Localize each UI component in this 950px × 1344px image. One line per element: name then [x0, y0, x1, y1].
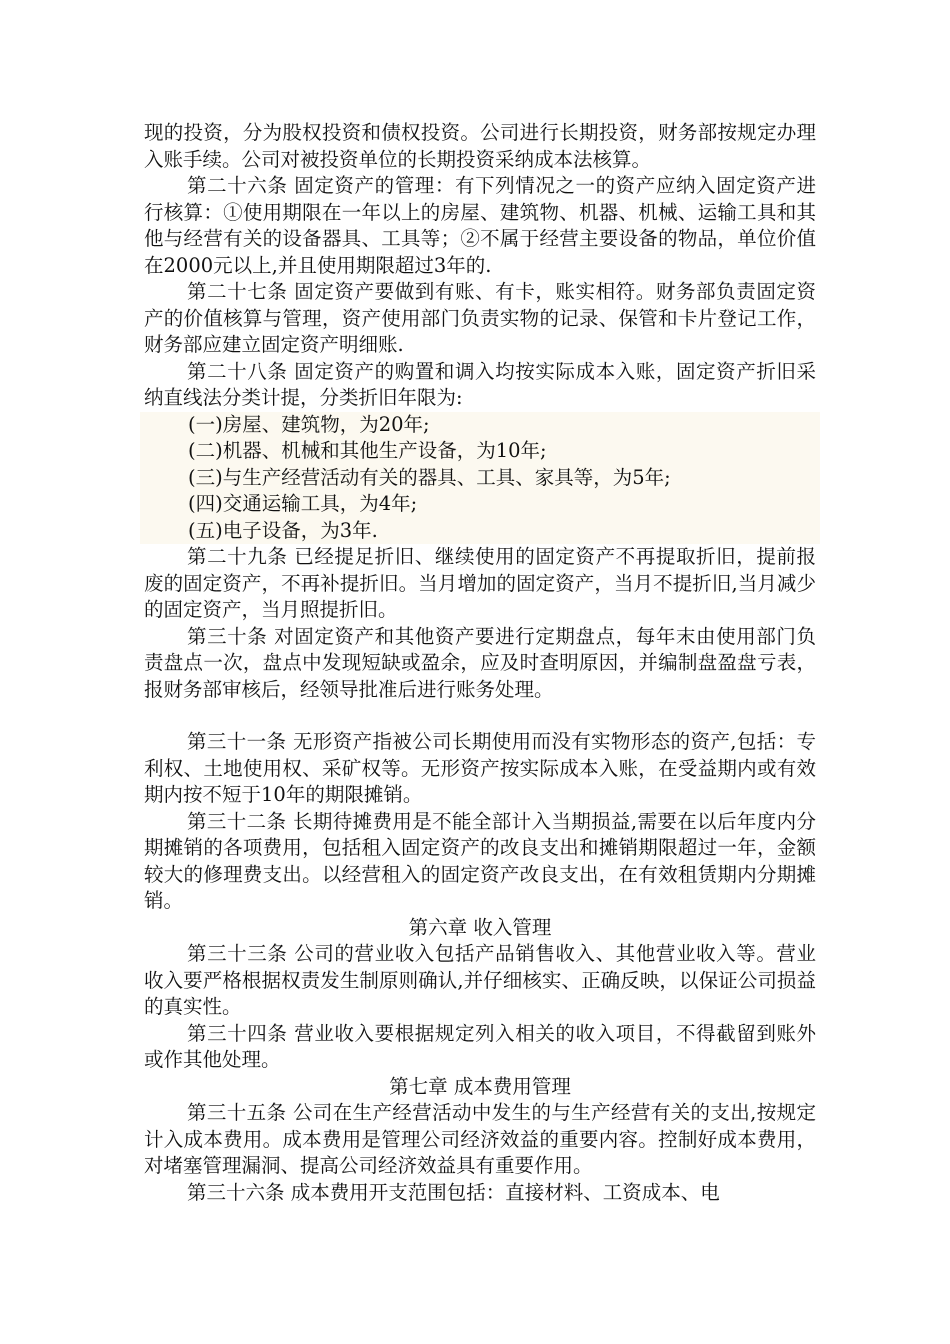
paragraph-long-term-investment: 现的投资，分为股权投资和债权投资。公司进行长期投资，财务部按规定办理入账手续。公司对被投资单位的长期投资采纳成本法核算。: [144, 121, 816, 171]
article-36-cost-scope: 第三十六条 成本费用开支范围包括：直接材料、工资成本、电: [187, 1180, 720, 1204]
list-item: (二)机器、机械和其他生产设备，为10年;: [188, 439, 547, 462]
list-item: (五)电子设备，为3年.: [188, 518, 378, 542]
article-35-cost-expenses: 第三十五条 公司在生产经营活动中发生的与生产经营有关的支出,按规定计入成本费用。成本费用是管理公司经济效益的重要内容。控制好成本费用，对堵塞管理漏洞、提高公司经济效益具有重要作用。: [144, 1101, 816, 1177]
depreciation-period-list: [140, 412, 820, 545]
article-30-asset-inventory: 第三十条 对固定资产和其他资产要进行定期盘点，每年末由使用部门负责盘点一次，盘点中发现短缺或盈余，应及时查明原因，并编制盘盈盘亏表，报财务部审核后，经领导批准后进行账务处理。: [144, 624, 816, 701]
list-item: (三)与生产经营活动有关的器具、工具、家具等，为5年;: [188, 465, 671, 489]
chapter-heading-cost: 第七章 成本费用管理: [389, 1074, 571, 1098]
article-26-fixed-asset-management: 第二十六条 固定资产的管理：有下列情况之一的资产应纳入固定资产进行核算：①使用期限在一年以上的房屋、建筑物、机器、机械、运输工具和其他与经营有关的设备器具、工具等；②不属于经营主要设备的物品，单位价值在2000元以上,并且使用期限超过3年的.: [144, 174, 816, 277]
article-27-fixed-asset-accounts: 第二十七条 固定资产要做到有账、有卡，账实相符。财务部负责固定资产的价值核算与管理，资产使用部门负责实物的记录、保管和卡片登记工作，财务部应建立固定资产明细账.: [144, 280, 816, 356]
document-page: [144, 120, 816, 1206]
article-34-income-items: 第三十四条 营业收入要根据规定列入相关的收入项目，不得截留到账外或作其他处理。: [144, 1021, 816, 1071]
list-item: (四)交通运输工具，为4年;: [188, 492, 418, 515]
article-31-intangible-assets: 第三十一条 无形资产指被公司长期使用而没有实物形态的资产,包括：专利权、土地使用权、采矿权等。无形资产按实际成本入账，在受益期内或有效期内按不短于10年的期限摊销。: [144, 730, 816, 806]
list-item: (一)房屋、建筑物，为20年;: [188, 412, 430, 436]
article-32-deferred-expenses: 第三十二条 长期待摊费用是不能全部计入当期损益,需要在以后年度内分期摊销的各项费用，包括租入固定资产的改良支出和摊销期限超过一年，金额较大的修理费支出。以经营租入的固定资产改良支出，在有效租赁期内分期摊销。: [144, 809, 816, 912]
article-29-depreciation-rules: 第二十九条 已经提足折旧、继续使用的固定资产不再提取折旧，提前报废的固定资产，不再补提折旧。当月增加的固定资产，当月不提折旧,当月减少的固定资产，当月照提折旧。: [144, 545, 816, 621]
article-33-operating-income: 第三十三条 公司的营业收入包括产品销售收入、其他营业收入等。营业收入要严格根据权责发生制原则确认,并仔细核实、正确反映，以保证公司损益的真实性。: [144, 942, 816, 1018]
chapter-heading-income: 第六章 收入管理: [408, 915, 552, 939]
article-28-depreciation: 第二十八条 固定资产的购置和调入均按实际成本入账，固定资产折旧采纳直线法分类计提，分类折旧年限为:: [144, 359, 816, 409]
blank-line: [144, 703, 816, 729]
